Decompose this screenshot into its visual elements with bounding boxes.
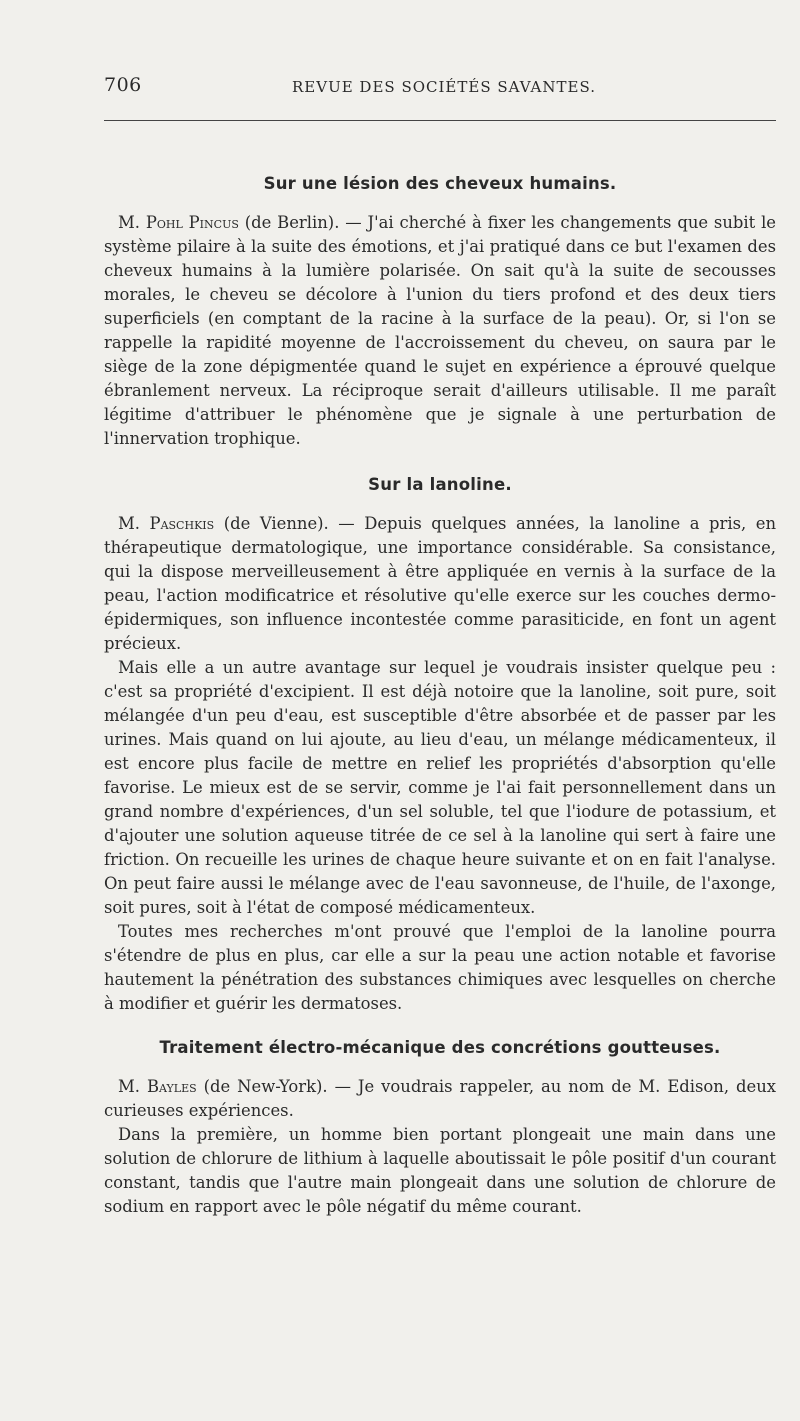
section-title: Traitement électro-mécanique des concrétions goutteuses.	[159, 1038, 721, 1057]
section-title: Sur la lanoline.	[368, 475, 512, 494]
running-header	[104, 74, 776, 104]
header-rule	[104, 120, 776, 121]
section-title: Sur une lésion des cheveux humains.	[263, 174, 617, 193]
page-number: 706	[104, 74, 142, 96]
paragraph: Dans la première, un homme bien portant plongeait une main dans une solution de chlorure de lithium à laquelle aboutissait le pôle positif d'un courant constant, tandis que l'autre main plongeait dans une solution de chlorure de sodium en rapport avec le pôle négatif du même courant.	[104, 1125, 776, 1216]
author-name: Paschkis	[149, 514, 215, 533]
section-hair-lesion	[104, 174, 776, 451]
paragraph: M. Bayles (de New-York). — Je voudrais rappeler, au nom de M. Edison, deux curieuses expériences.	[104, 1077, 777, 1120]
section-lanoline	[104, 475, 776, 1016]
article-body	[104, 164, 776, 1219]
author-name: Bayles	[146, 1077, 197, 1096]
section-gout-treatment	[104, 1038, 776, 1219]
author-name: Pohl Pincus	[145, 213, 239, 232]
paragraph: M. Paschkis (de Vienne). — Depuis quelques années, la lanoline a pris, en thérapeutique dermatologique, une importance considérable. Sa consistance, qui la dispose merveilleusement à être appliquée en vernis à la surface de la peau, l'action modificatrice et résolutive qu'elle exerce sur les couches dermo-épidermiques, son influence incontestée comme parasiticide, en font un agent précieux.	[104, 514, 777, 653]
running-title: REVUE DES SOCIÉTÉS SAVANTES.	[292, 78, 596, 96]
paragraph: M. Pohl Pincus (de Berlin). — J'ai cherché à fixer les changements que subit le système pilaire à la suite des émotions, et j'ai pratiqué dans ce but l'examen des cheveux humains à la lumière polarisée. On sait qu'à la suite de secousses morales, le cheveu se décolore à l'union du tiers profond et des deux tiers superficiels (en comptant de la racine à la surface de la peau). Or, si l'on se rappelle la rapidité moyenne de l'accroissement du cheveu, on saura par le siège de la zone dépigmentée quand le sujet en expérience a éprouvé quelque ébranlement nerveux. La réciproque serait d'ailleurs utilisable. Il me paraît légitime d'attribuer le phénomène que je signale à une perturbation de l'innervation trophique.	[104, 213, 777, 448]
paragraph: Mais elle a un autre avantage sur lequel je voudrais insister quelque peu : c'est sa propriété d'excipient. Il est déjà notoire que la lanoline, soit pure, soit mélangée d'un peu d'eau, est susceptible d'être absorbée et de passer par les urines. Mais quand on lui ajoute, au lieu d'eau, un mélange médicamenteux, il est encore plus facile de mettre en relief les propriétés d'absorption qu'elle favorise. Le mieux est de se servir, comme je l'ai fait personnellement dans un grand nombre d'expériences, d'un sel soluble, tel que l'iodure de potassium, et d'ajouter une solution aqueuse titrée de ce sel à la lanoline qui sert à faire une friction. On recueille les urines de chaque heure suivante et on en fait l'analyse. On peut faire aussi le mélange avec de l'eau savonneuse, de l'huile, de l'axonge, soit pures, soit à l'état de composé médicamenteux.	[104, 658, 776, 917]
paragraph: Toutes mes recherches m'ont prouvé que l'emploi de la lanoline pourra s'étendre de plus en plus, car elle a sur la peau une action notable et favorise hautement la pénétration des substances chimiques avec lesquelles on cherche à modifier et guérir les dermatoses.	[104, 922, 776, 1013]
